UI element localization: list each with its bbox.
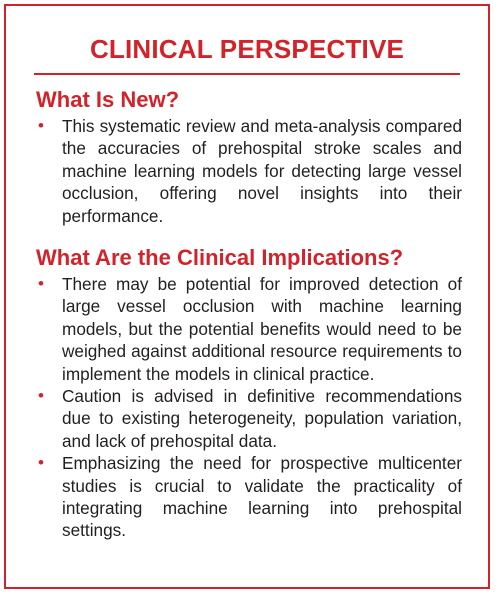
bullet-icon: • xyxy=(38,453,44,473)
list-item-text: Caution is advised in definitive recommendations due to existing heterogeneity, population variation, and lack of prehospital data. xyxy=(62,386,462,451)
list-item xyxy=(36,273,462,385)
bullet-icon: • xyxy=(38,274,44,293)
section-heading: What Are the Clinical Implications? xyxy=(36,245,404,270)
list-item-text: There may be potential for improved detection of large vessel occlusion with machine learning models, but the potential benefits would need to be weighed against additional resource requirements to implement the models in clinical practice. xyxy=(62,274,462,384)
clinical-perspective-box xyxy=(4,4,490,589)
list-item xyxy=(36,115,462,227)
section-clinical-implications xyxy=(36,245,462,542)
list-item-text: Emphasizing the need for prospective multicenter studies is crucial to validate the practicality of integrating machine learning into prehospital settings. xyxy=(62,453,462,541)
list-item-text: This systematic review and meta-analysis compared the accuracies of prehospital stroke scales and machine learning models for detecting large vessel occlusion, offering novel insights into their performance. xyxy=(62,116,462,226)
bullet-list xyxy=(36,115,462,227)
bullet-list xyxy=(36,273,462,542)
list-item xyxy=(36,385,462,452)
section-heading: What Is New? xyxy=(36,87,180,112)
bullet-icon: • xyxy=(38,386,44,406)
title-divider xyxy=(34,73,460,75)
bullet-icon: • xyxy=(38,116,44,135)
list-item xyxy=(36,452,462,542)
box-title: CLINICAL PERSPECTIVE xyxy=(89,34,405,64)
section-what-is-new xyxy=(36,87,462,227)
